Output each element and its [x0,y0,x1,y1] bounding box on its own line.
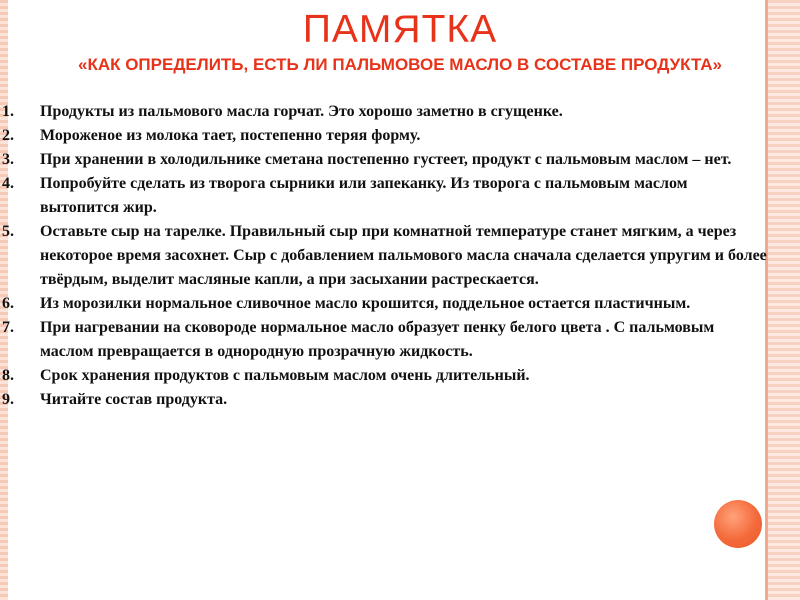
list-item-text: Оставьте сыр на тарелке. Правильный сыр при комнатной температуре станет мягким, а через некоторое время засохнет. Сыр с добавлением пальмового масла сначала сделается упругим и более твёрдым, выделит масляные капли, а при засыхании растрескается. [40,223,767,288]
page-title: ПАМЯТКА [302,8,498,51]
list-item-number: 1. [2,103,14,120]
list-item [0,100,770,124]
list-item-text: При хранении в холодильнике сметана постепенно густеет, продукт с пальмовым маслом – нет. [40,151,732,168]
list-item-number: 5. [2,223,14,240]
list-item-number: 8. [2,367,14,384]
right-border-decoration [768,0,800,600]
list-item [0,364,770,388]
list-item-text: Продукты из пальмового масла горчат. Это хорошо заметно в сгущенке. [40,103,563,120]
list-item-text: При нагревании на сковороде нормальное масло образует пенку белого цвета . С пальмовым маслом превращается в однородную прозрачную жидкость. [40,319,715,360]
tips-list [0,100,770,412]
list-item-text: Попробуйте сделать из творога сырники или запеканку. Из творога с пальмовым маслом вытопится жир. [40,175,688,216]
list-item-number: 3. [2,151,14,168]
list-item-number: 4. [2,175,14,192]
list-item [0,292,770,316]
list-item-number: 2. [2,127,14,144]
list-item-number: 7. [2,319,14,336]
list-item [0,316,770,364]
list-item-text: Читайте состав продукта. [40,391,228,408]
list-item [0,388,770,412]
list-item [0,172,770,220]
list-item-text: Из морозилки нормальное сливочное масло крошится, поддельное остается пластичным. [40,295,691,312]
list-item [0,220,770,292]
page-subtitle: «КАК ОПРЕДЕЛИТЬ, ЕСТЬ ЛИ ПАЛЬМОВОЕ МАСЛО В СОСТАВЕ ПРОДУКТА» [78,55,722,74]
orange-circle-decoration [714,500,762,548]
list-item [0,124,770,148]
list-item-number: 6. [2,295,14,312]
list-item-text: Срок хранения продуктов с пальмовым маслом очень длительный. [40,367,530,384]
list-item-text: Мороженое из молока тает, постепенно теряя форму. [40,127,421,144]
list-item [0,148,770,172]
list-item-number: 9. [2,391,14,408]
